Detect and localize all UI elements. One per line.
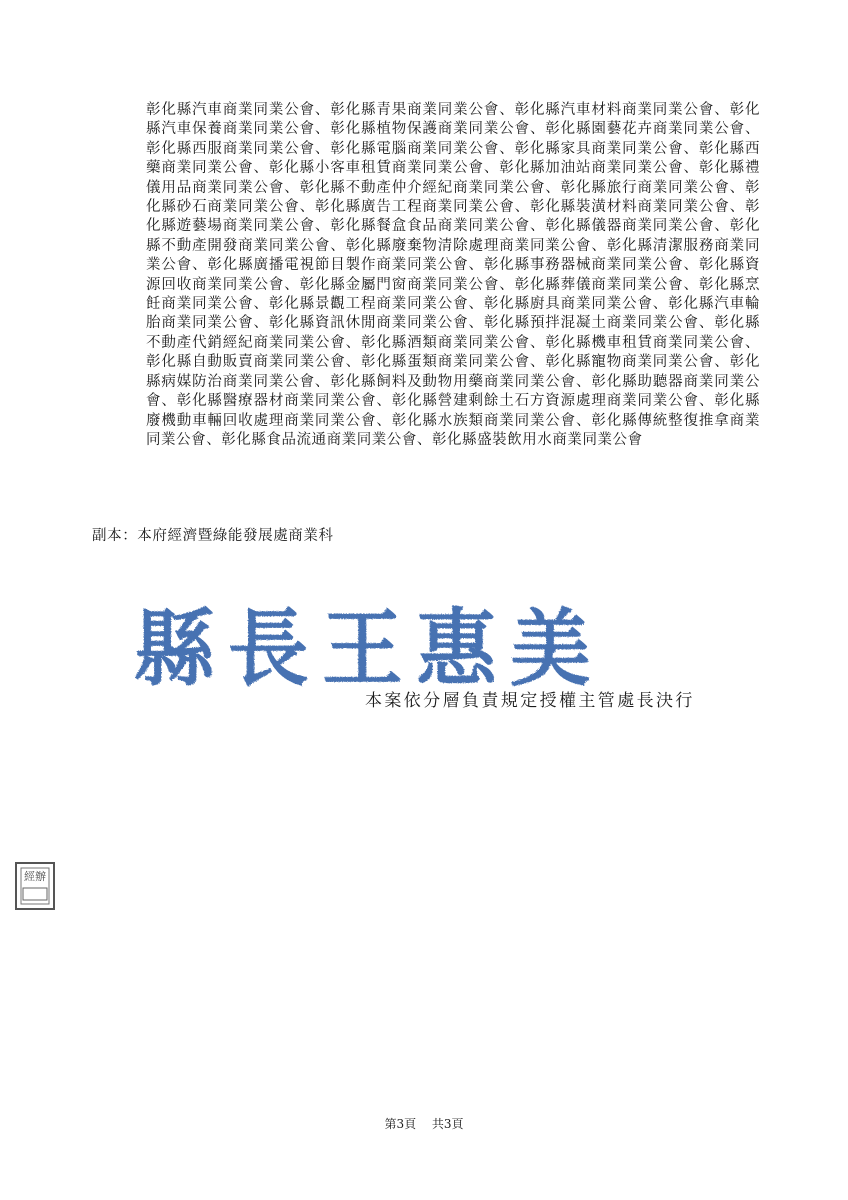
cc-line: 副本：本府經濟暨綠能發展處商業科 <box>92 528 334 544</box>
page-total: 共3頁 <box>431 1117 464 1131</box>
mayor-signature-seal <box>128 596 618 696</box>
page-current: 第3頁 <box>384 1117 417 1131</box>
recipient-list: 彰化縣汽車商業同業公會、彰化縣青果商業同業公會、彰化縣汽車材料商業同業公會、彰化縣汽車保養商業同業公會、彰化縣植物保護商業同業公會、彰化縣園藝花卉商業同業公會、彰化縣西服商業同業公會、彰化縣電腦商業同業公會、彰化縣家具商業同業公會、彰化縣西藥商業同業公會、彰化縣小客車租賃商業同業公會、彰化縣加油站商業同業公會、彰化縣禮儀用品商業同業公會、彰化縣不動產仲介經紀商業同業公會、彰化縣旅行商業同業公會、彰化縣砂石商業同業公會、彰化縣廣告工程商業同業公會、彰化縣裝潢材料商業同業公會、彰化縣遊藝場商業同業公會、彰化縣餐盒食品商業同業公會、彰化縣儀器商業同業公會、彰化縣不動產開發商業同業公會、彰化縣廢棄物清除處理商業同業公會、彰化縣清潔服務商業同業公會、彰化縣廣播電視節目製作商業同業公會、彰化縣事務器械商業同業公會、彰化縣資源回收商業同業公會、彰化縣金屬門窗商業同業公會、彰化縣葬儀商業同業公會、彰化縣烹飪商業同業公會、彰化縣景觀工程商業同業公會、彰化縣廚具商業同業公會、彰化縣汽車輪胎商業同業公會、彰化縣資訊休閒商業同業公會、彰化縣預拌混凝土商業同業公會、彰化縣不動產代銷經紀商業同業公會、彰化縣酒類商業同業公會、彰化縣機車租賃商業同業公會、彰化縣自動販賣商業同業公會、彰化縣蛋類商業同業公會、彰化縣寵物商業同業公會、彰化縣病媒防治商業同業公會、彰化縣飼料及動物用藥商業同業公會、彰化縣助聽器商業同業公會、彰化縣醫療器材商業同業公會、彰化縣營建剩餘土石方資源處理商業同業公會、彰化縣廢機動車輛回收處理商業同業公會、彰化縣水族類商業同業公會、彰化縣傳統整復推拿商業同業公會、彰化縣食品流通商業同業公會、彰化縣盛裝飲用水商業同業公會 <box>146 102 760 448</box>
signature-text: 縣長王惠美 <box>134 599 604 696</box>
archive-stamp-text: 經辦 <box>24 870 46 883</box>
page-number <box>0 1116 848 1132</box>
delegation-note: 本案依分層負責規定授權主管處長決行 <box>365 691 695 711</box>
archive-stamp <box>8 860 60 912</box>
